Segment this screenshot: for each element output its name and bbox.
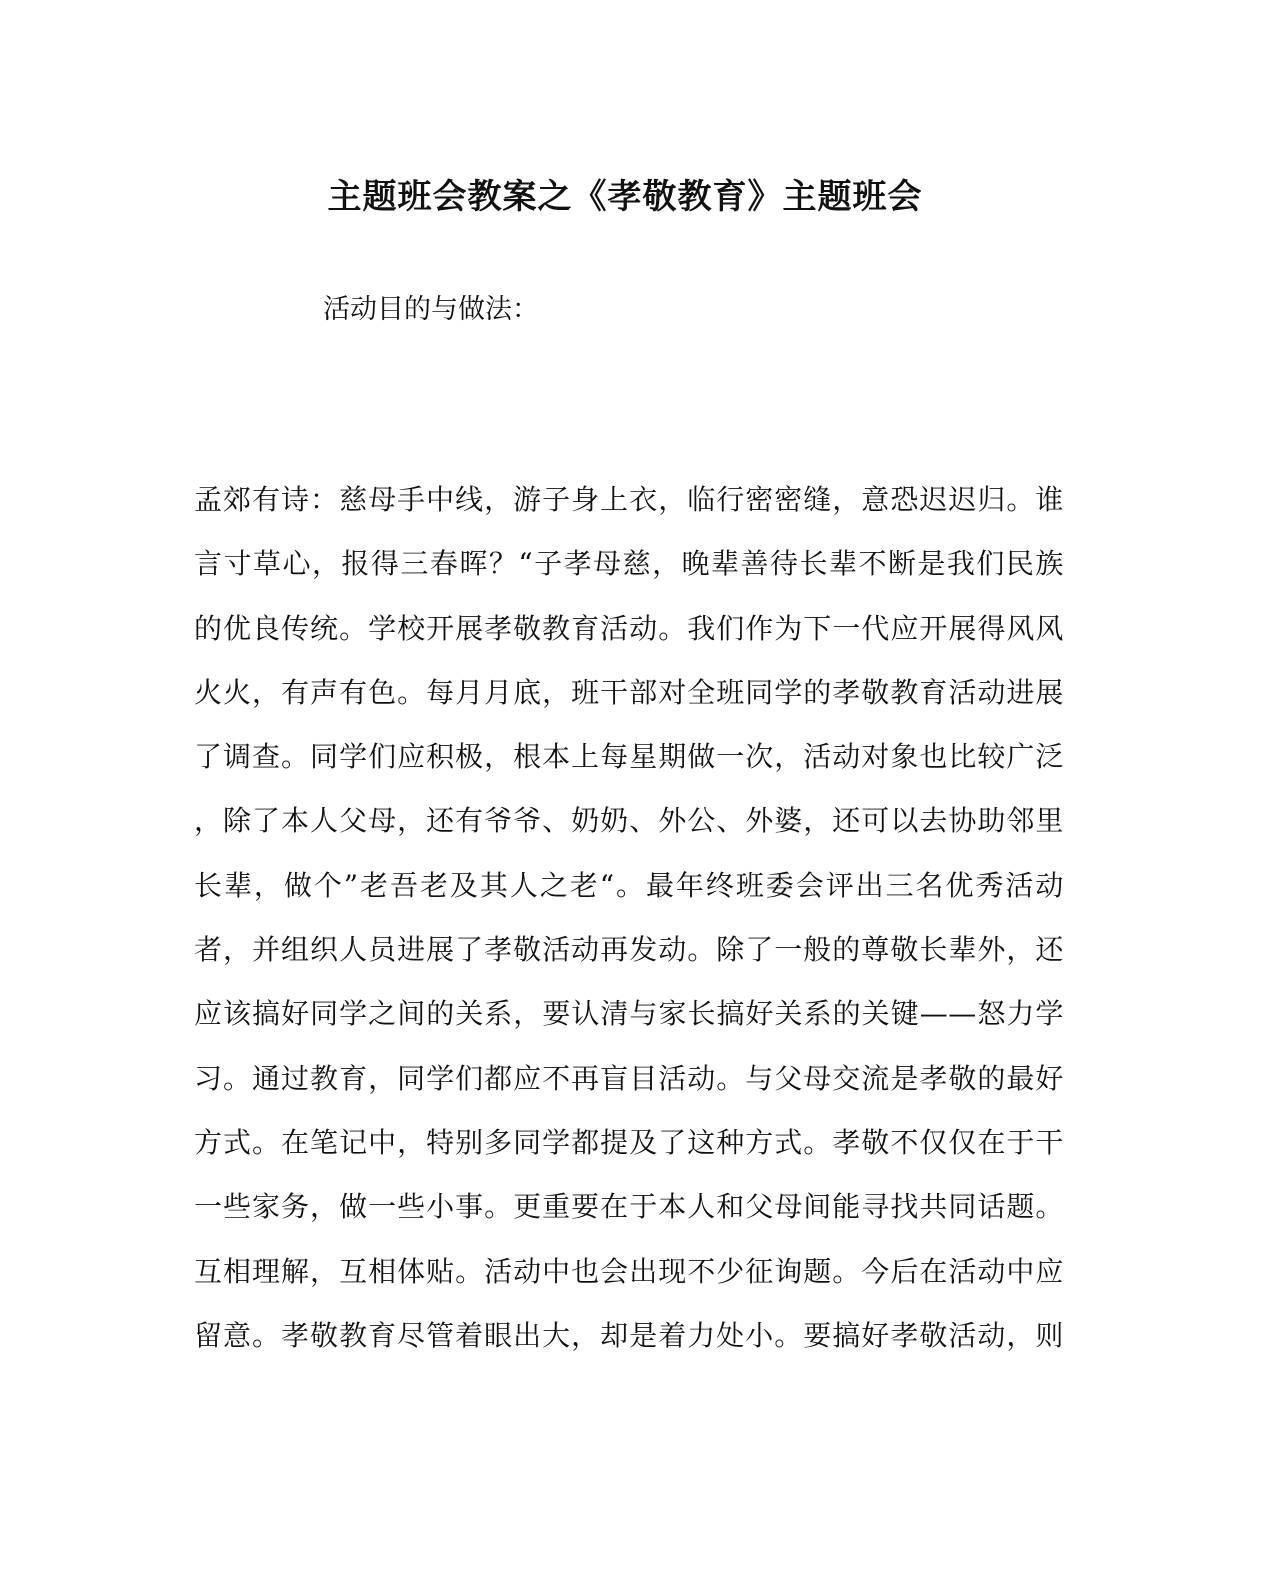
body-line: 言寸草心，报得三春晖？“子孝母慈，晚辈善待长辈不断是我们民族 bbox=[194, 547, 1064, 581]
body-line: 习。通过教育，同学们都应不再盲目活动。与父母交流是孝敬的最好 bbox=[194, 1061, 1064, 1095]
body-line: 应该搞好同学之间的关系，要认清与家长搞好关系的关键——怒力学 bbox=[194, 997, 1064, 1031]
body-line: 方式。在笔记中，特别多同学都提及了这种方式。孝敬不仅仅在于干 bbox=[194, 1125, 1064, 1159]
body-line: 了调查。同学们应积极，根本上每星期做一次，活动对象也比较广泛 bbox=[194, 740, 1064, 774]
body-line: 的优良传统。学校开展孝敬教育活动。我们作为下一代应开展得风风 bbox=[194, 611, 1064, 645]
section-heading: 活动目的与做法： bbox=[323, 294, 539, 325]
body-paragraph bbox=[194, 478, 1064, 1378]
body-line: 者，并组织人员进展了孝敬活动再发动。除了一般的尊敬长辈外，还 bbox=[194, 933, 1064, 967]
body-line: 一些家务，做一些小事。更重要在于本人和父母间能寻找共同话题。 bbox=[194, 1190, 1064, 1224]
body-line: 孟郊有诗：慈母手中线，游子身上衣，临行密密缝，意恐迟迟归。谁 bbox=[194, 483, 1064, 516]
body-line: 留意。孝敬教育尽管着眼出大，却是着力处小。要搞好孝敬活动，则 bbox=[194, 1318, 1064, 1352]
body-line: 长辈，做个”老吾老及其人之老“。最年终班委会评出三名优秀活动 bbox=[194, 868, 1064, 902]
body-line: 火火，有声有色。每月月底，班干部对全班同学的孝敬教育活动进展 bbox=[194, 675, 1064, 709]
document-title: 主题班会教案之《孝敬教育》主题班会 bbox=[327, 177, 923, 217]
body-line: ，除了本人父母，还有爷爷、奶奶、外公、外婆，还可以去协助邻里 bbox=[194, 804, 1064, 838]
body-line: 互相理解，互相体贴。活动中也会出现不少征询题。今后在活动中应 bbox=[194, 1254, 1064, 1288]
